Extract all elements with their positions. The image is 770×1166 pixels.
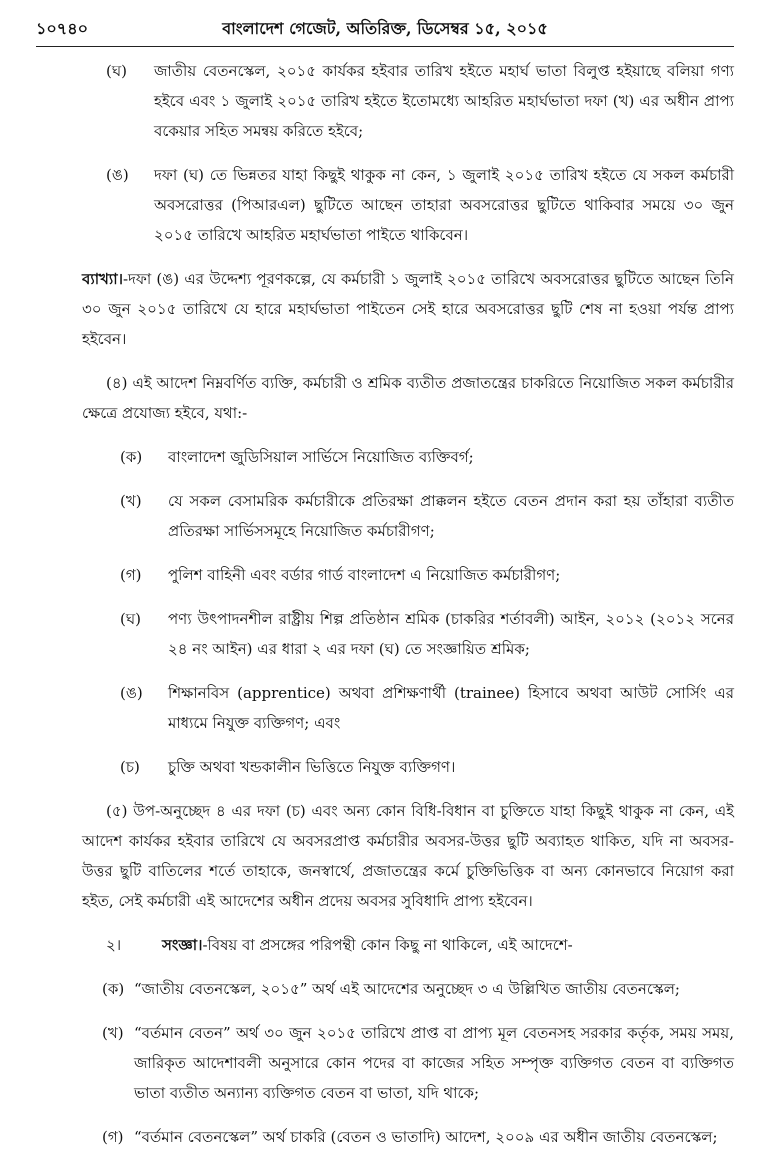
definition-text: “জাতীয় বেতনস্কেল, ২০১৫” অর্থ এই আদেশের অনুচ্ছেদ ৩ এ উল্লিখিত জাতীয় বেতনস্কেল; [134, 980, 680, 998]
definition-item [82, 1122, 734, 1152]
running-title: বাংলাদেশ গেজেট, অতিরিক্ত, ডিসেম্বর ১৫, ২০১৫ [222, 19, 548, 38]
exclusion-item [82, 752, 734, 782]
clause-text: দফা (ঘ) তে ভিন্নতর যাহা কিছুই থাকুক না কেন, ১ জুলাই ২০১৫ তারিখ হইতে যে সকল কর্মচারী অবসরোত্তর (পিআরএল) ছুটিতে আছেন তাহারা অবসরোত্তর ছুটিতে থাকিবার সময়ে ৩০ জুন ২০১৫ তারিখে আহরিত মহার্ঘভাতা পাইতে থাকিবেন। [154, 166, 734, 244]
explanation-paragraph [82, 264, 734, 354]
definition-item [82, 1018, 734, 1108]
clause-label: (ঙ) [106, 166, 129, 184]
section-2 [82, 930, 734, 960]
section-heading: সংজ্ঞা। [162, 936, 203, 954]
item-label: (ঙ) [120, 684, 143, 702]
section-intro [162, 930, 573, 960]
exclusion-item [82, 442, 734, 472]
definition-text: “বর্তমান বেতন” অর্থ ৩০ জুন ২০১৫ তারিখে প্রাপ্ত বা প্রাপ্য মূল বেতনসহ সরকার কর্তৃক, সময় সময়, জারিকৃত আদেশাবলী অনুসারে কোন পদের বা কাজের সহিত সম্পৃক্ত ব্যক্তিগত বেতন বা ব্যক্তিগত ভাতা ব্যতীত অন্যান্য ব্যক্তিগত বেতন বা ভাতা, যদি থাকে; [134, 1024, 734, 1102]
document-body [82, 56, 734, 1166]
exclusion-item [82, 560, 734, 590]
explanation-heading: ব্যাখ্যা। [82, 270, 123, 288]
item-label: (চ) [120, 758, 140, 776]
clause-uma [82, 160, 734, 250]
exclusion-item [82, 604, 734, 664]
definition-label: (ক) [102, 980, 125, 998]
exclusion-item [82, 486, 734, 546]
item-text: চুক্তি অথবা খন্ডকালীন ভিত্তিতে নিযুক্ত ব্যক্তিগণ। [168, 758, 456, 776]
section-text: -বিষয় বা প্রসঙ্গের পরিপন্থী কোন কিছু না থাকিলে, এই আদেশে- [202, 936, 573, 954]
item-text: পণ্য উৎপাদনশীল রাষ্ট্রীয় শিল্প প্রতিষ্ঠান শ্রমিক (চাকরির শর্তাবলী) আইন, ২০১২ (২০১২ সনের ২৪ নং আইন) এর ধারা ২ এর দফা (ঘ) তে সংজ্ঞায়িত শ্রমিক; [168, 610, 734, 658]
item-text: পুলিশ বাহিনী এবং বর্ডার গার্ড বাংলাদেশ এ নিয়োজিত কর্মচারীগণ; [168, 566, 561, 584]
item-text: যে সকল বেসামরিক কর্মচারীকে প্রতিরক্ষা প্রাক্কলন হইতে বেতন প্রদান করা হয় তাঁহারা ব্যতীত প্রতিরক্ষা সার্ভিসসমূহে নিয়োজিত কর্মচারীগণ; [168, 492, 734, 540]
clause-gha [82, 56, 734, 146]
section-number: ২। [106, 936, 122, 954]
explanation-text: -দফা (ঙ) এর উদ্দেশ্য পূরণকল্পে, যে কর্মচারী ১ জুলাই ২০১৫ তারিখে অবসরোত্তর ছুটিতে আছেন তিনি ৩০ জুন ২০১৫ তারিখে যে হারে মহার্ঘভাতা পাইতেন সেই হারে অবসরোত্তর ছুটি শেষ না হওয়া পর্যন্ত প্রাপ্য হইবেন। [82, 270, 734, 348]
exclusion-item [82, 678, 734, 738]
item-text: বাংলাদেশ জুডিসিয়াল সার্ভিসে নিয়োজিত ব্যক্তিবর্গ; [168, 448, 474, 466]
item-text: শিক্ষানবিস (apprentice) অথবা প্রশিক্ষণার্থী (trainee) হিসাবে অথবা আউট সোর্সিং এর মাধ্যমে নিযুক্ত ব্যক্তিগণ; এবং [168, 684, 734, 732]
item-label: (গ) [120, 566, 142, 584]
item-label: (ঘ) [120, 610, 141, 628]
item-label: (ক) [120, 448, 143, 466]
item-label: (খ) [120, 492, 142, 510]
page-header [36, 12, 734, 47]
definition-label: (গ) [102, 1128, 124, 1146]
definition-text: “বর্তমান বেতনস্কেল” অর্থ চাকরি (বেতন ও ভাতাদি) আদেশ, ২০০৯ এর অধীন জাতীয় বেতনস্কেল; [134, 1128, 718, 1146]
paragraph-5: (৫) উপ-অনুচ্ছেদ ৪ এর দফা (চ) এবং অন্য কোন বিধি-বিধান বা চুক্তিতে যাহা কিছুই থাকুক না কেন, এই আদেশ কার্যকর হইবার তারিখে যে অবসরপ্রাপ্ত কর্মচারীর অবসর-উত্তর ছুটি অব্যাহত থাকিত, যদি না অবসর-উত্তর ছুটি বাতিলের শর্তে তাহাকে, জনস্বার্থে, প্রজাতন্ত্রের কর্মে চুক্তিভিত্তিক বা অন্য কোনভাবে নিয়োগ করা হইত, সেই কর্মচারী এই আদেশের অধীন প্রদেয় অবসর সুবিধাদি প্রাপ্য হইবেন। [82, 802, 734, 910]
page-number: ১০৭৪০ [36, 19, 88, 38]
definition-label: (খ) [102, 1024, 124, 1042]
paragraph-4: (৪) এই আদেশ নিম্নবর্ণিত ব্যক্তি, কর্মচারী ও শ্রমিক ব্যতীত প্রজাতন্ত্রের চাকরিতে নিয়োজিত সকল কর্মচারীর ক্ষেত্রে প্রযোজ্য হইবে, যথা:- [82, 374, 734, 422]
definition-item [82, 974, 734, 1004]
clause-label: (ঘ) [106, 62, 127, 80]
clause-text: জাতীয় বেতনস্কেল, ২০১৫ কার্যকর হইবার তারিখ হইতে মহার্ঘ ভাতা বিলুপ্ত হইয়াছে বলিয়া গণ্য হইবে এবং ১ জুলাই ২০১৫ তারিখ হইতে ইতোমধ্যে আহরিত মহার্ঘভাতা দফা (খ) এর অধীন প্রাপ্য বকেয়ার সহিত সমন্বয় করিতে হইবে; [154, 62, 734, 140]
